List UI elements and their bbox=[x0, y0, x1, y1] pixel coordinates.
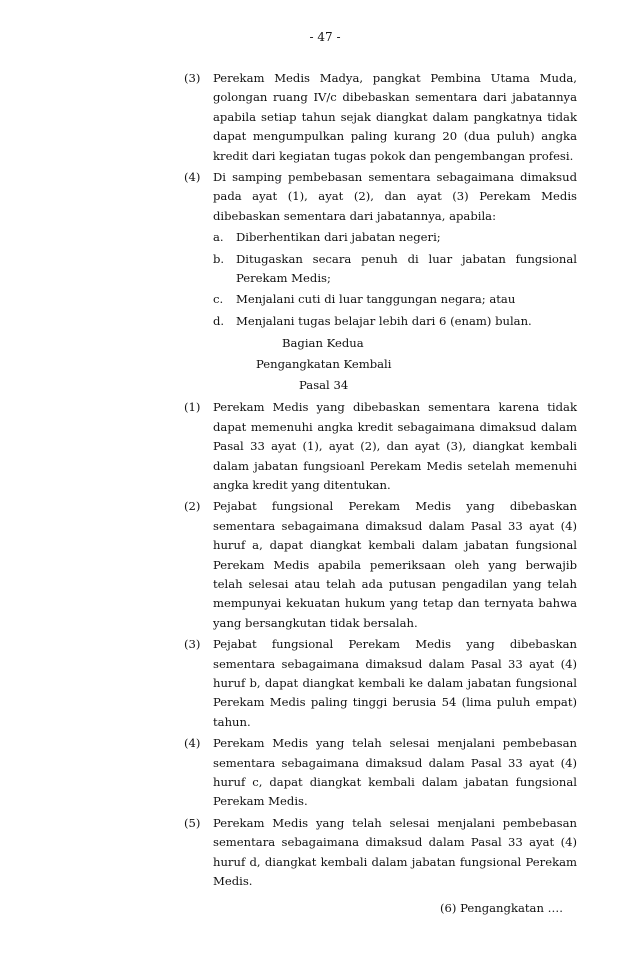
pasal34-ayat-1 bbox=[184, 398, 577, 495]
huruf-text: Ditugaskan secara penuh di luar jabatan fungsional Perekam Medis; bbox=[236, 251, 577, 286]
page-number: - 47 - bbox=[309, 30, 341, 44]
ayat-number: (3) bbox=[184, 71, 201, 85]
section-title: Pengangkatan Kembali bbox=[256, 357, 392, 372]
huruf-text: Menjalani tugas belajar lebih dari 6 (enam) bulan. bbox=[236, 313, 532, 328]
huruf-d bbox=[213, 312, 577, 331]
pasal34-ayat-5 bbox=[184, 814, 577, 892]
huruf-letter: d. bbox=[213, 313, 225, 328]
ayat-text: Perekam Medis yang telah selesai menjalani pembebasan sementara sebagaimana dimaksud dalam Pasal 33 ayat (4) huruf d, diangkat kembali dalam jabatan fungsional Perekam Medis. bbox=[213, 815, 577, 889]
huruf-c bbox=[213, 290, 577, 309]
pasal34-ayat-2 bbox=[184, 497, 577, 633]
huruf-a bbox=[213, 228, 577, 247]
huruf-letter: b. bbox=[213, 251, 225, 266]
article-heading: Pasal 34 bbox=[299, 378, 349, 393]
pasal34-ayat-3 bbox=[184, 635, 577, 732]
huruf-b bbox=[213, 250, 577, 289]
ayat-text: Pejabat fungsional Perekam Medis yang dibebaskan sementara sebagaimana dimaksud dalam Pasal 33 ayat (4) huruf a, dapat diangkat kembali dalam jabatan fungsional Perekam Medis apabila pemeriksaan oleh yang berwajib telah selesai atau telah ada putusan pengadilan yang telah mempunyai kekuatan hukum yang tetap dan ternyata bahwa yang bersangkutan tidak bersalah. bbox=[213, 499, 577, 630]
ayat-4 bbox=[184, 168, 577, 226]
ayat-number: (2) bbox=[184, 499, 201, 514]
huruf-text: Menjalani cuti di luar tanggungan negara; atau bbox=[236, 292, 516, 307]
ayat-number: (1) bbox=[184, 400, 201, 415]
section-heading: Bagian Kedua bbox=[282, 336, 364, 351]
huruf-text: Diberhentikan dari jabatan negeri; bbox=[236, 230, 441, 245]
ayat-text: Perekam Medis yang telah selesai menjalani pembebasan sementara sebagaimana dimaksud dalam Pasal 33 ayat (4) huruf c, dapat diangkat kembali dalam jabatan fungsional Perekam Medis. bbox=[213, 736, 577, 809]
continuation-note: (6) Pengangkatan …. bbox=[440, 901, 563, 915]
ayat-text: Perekam Medis yang dibebaskan sementara karena tidak dapat memenuhi angka kredit sebagaimana dimaksud dalam Pasal 33 ayat (1), ayat (2), dan ayat (3), diangkat kembali dalam jabatan fungsioanl Perekam Medis setelah memenuhi angka kredit yang ditentukan. bbox=[213, 400, 577, 492]
ayat-number: (3) bbox=[184, 637, 201, 652]
ayat-number: (5) bbox=[184, 815, 201, 830]
pasal34-ayat-4 bbox=[184, 734, 577, 812]
ayat-text: Pejabat fungsional Perekam Medis yang dibebaskan sementara sebagaimana dimaksud dalam Pasal 33 ayat (4) huruf b, dapat diangkat kembali ke dalam jabatan fungsional Perekam Medis paling tinggi berusia 54 (lima puluh empat) tahun. bbox=[213, 637, 577, 729]
huruf-letter: c. bbox=[213, 292, 224, 307]
huruf-letter: a. bbox=[213, 230, 224, 245]
document-body bbox=[184, 69, 577, 893]
ayat-3 bbox=[184, 69, 577, 166]
ayat-number: (4) bbox=[184, 170, 201, 185]
ayat-text: Di samping pembebasan sementara sebagaimana dimaksud pada ayat (1), ayat (2), dan ayat (3) Perekam Medis dibebaskan sementara dari jabatannya, apabila: bbox=[213, 170, 577, 223]
ayat-text: Perekam Medis Madya, pangkat Pembina Utama Muda, golongan ruang IV/c dibebaskan sementara dari jabatannya apabila setiap tahun sejak diangkat dalam pangkatnya tidak dapat mengumpulkan paling kurang 20 (dua puluh) angka kredit dari kegiatan tugas pokok dan pengembangan profesi. bbox=[213, 71, 577, 163]
ayat-number: (4) bbox=[184, 736, 201, 751]
